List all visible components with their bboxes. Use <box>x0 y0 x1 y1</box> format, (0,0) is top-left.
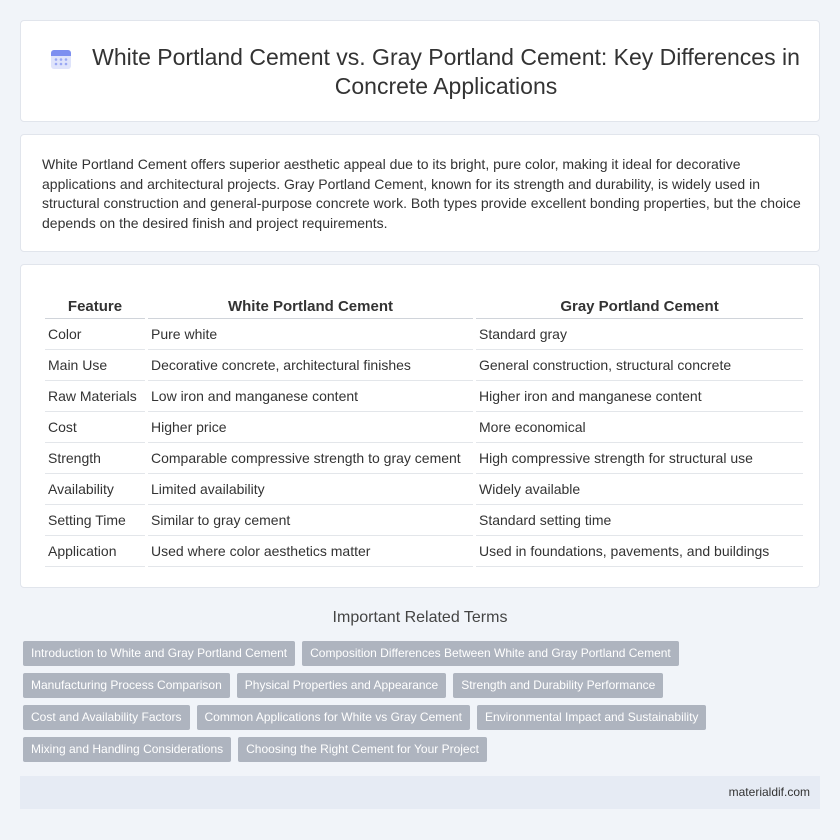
related-tag[interactable]: Mixing and Handling Considerations <box>23 737 231 762</box>
white-cement-cell: Limited availability <box>148 474 473 505</box>
related-tag[interactable]: Common Applications for White vs Gray Cement <box>197 705 470 730</box>
table-header-row <box>45 295 803 319</box>
tag-row <box>23 641 823 666</box>
gray-cement-cell: Higher iron and manganese content <box>476 381 803 412</box>
footer <box>20 776 820 809</box>
table-row <box>45 443 803 474</box>
gray-cement-cell: Widely available <box>476 474 803 505</box>
gray-cement-cell: High compressive strength for structural use <box>476 443 803 474</box>
white-cement-cell: Low iron and manganese content <box>148 381 473 412</box>
white-cement-cell: Used where color aesthetics matter <box>148 536 473 567</box>
feature-cell: Availability <box>45 474 145 505</box>
related-tag[interactable]: Environmental Impact and Sustainability <box>477 705 706 730</box>
feature-cell: Raw Materials <box>45 381 145 412</box>
related-terms-title: Important Related Terms <box>332 609 508 626</box>
white-cement-cell: Comparable compressive strength to gray cement <box>148 443 473 474</box>
related-tag[interactable]: Choosing the Right Cement for Your Project <box>238 737 487 762</box>
comparison-table-card <box>20 264 820 588</box>
feature-cell: Color <box>45 319 145 350</box>
feature-cell: Setting Time <box>45 505 145 536</box>
related-tag[interactable]: Introduction to White and Gray Portland Cement <box>23 641 295 666</box>
table-row <box>45 505 803 536</box>
table-row <box>45 412 803 443</box>
related-tag[interactable]: Composition Differences Between White and Gray Portland Cement <box>302 641 679 666</box>
white-cement-cell: Similar to gray cement <box>148 505 473 536</box>
tag-row <box>23 705 823 730</box>
intro-paragraph: White Portland Cement offers superior aesthetic appeal due to its bright, pure color, making it ideal for decorative applications and architectural projects. Gray Portland Cement, known for its strength and durability, is widely used in structural construction and general-purpose concrete work. Both types provide excellent bonding properties, but the choice depends on the desired finish and project requirements. <box>42 156 801 231</box>
table-row <box>45 536 803 567</box>
footer-domain[interactable]: materialdif.com <box>728 785 810 799</box>
related-tag[interactable]: Strength and Durability Performance <box>453 673 663 698</box>
intro-card <box>20 134 820 252</box>
header-card <box>20 20 820 122</box>
table-row <box>45 474 803 505</box>
feature-cell: Strength <box>45 443 145 474</box>
tag-row <box>23 737 823 762</box>
gray-cement-cell: More economical <box>476 412 803 443</box>
comparison-table <box>42 295 806 567</box>
related-terms-tags <box>23 641 823 769</box>
gray-cement-cell: General construction, structural concrete <box>476 350 803 381</box>
tag-row <box>23 673 823 698</box>
table-row <box>45 350 803 381</box>
gray-cement-cell: Standard setting time <box>476 505 803 536</box>
table-header-white: White Portland Cement <box>148 295 473 319</box>
table-header-feature: Feature <box>45 295 145 319</box>
white-cement-cell: Pure white <box>148 319 473 350</box>
white-cement-cell: Decorative concrete, architectural finishes <box>148 350 473 381</box>
related-tag[interactable]: Manufacturing Process Comparison <box>23 673 230 698</box>
feature-cell: Main Use <box>45 350 145 381</box>
table-header-gray: Gray Portland Cement <box>476 295 803 319</box>
gray-cement-cell: Standard gray <box>476 319 803 350</box>
page-title: White Portland Cement vs. Gray Portland Cement: Key Differences in Concrete Applications <box>92 44 800 99</box>
table-row <box>45 381 803 412</box>
feature-cell: Application <box>45 536 145 567</box>
table-row <box>45 319 803 350</box>
related-tag[interactable]: Physical Properties and Appearance <box>237 673 446 698</box>
gray-cement-cell: Used in foundations, pavements, and buildings <box>476 536 803 567</box>
white-cement-cell: Higher price <box>148 412 473 443</box>
related-tag[interactable]: Cost and Availability Factors <box>23 705 190 730</box>
feature-cell: Cost <box>45 412 145 443</box>
